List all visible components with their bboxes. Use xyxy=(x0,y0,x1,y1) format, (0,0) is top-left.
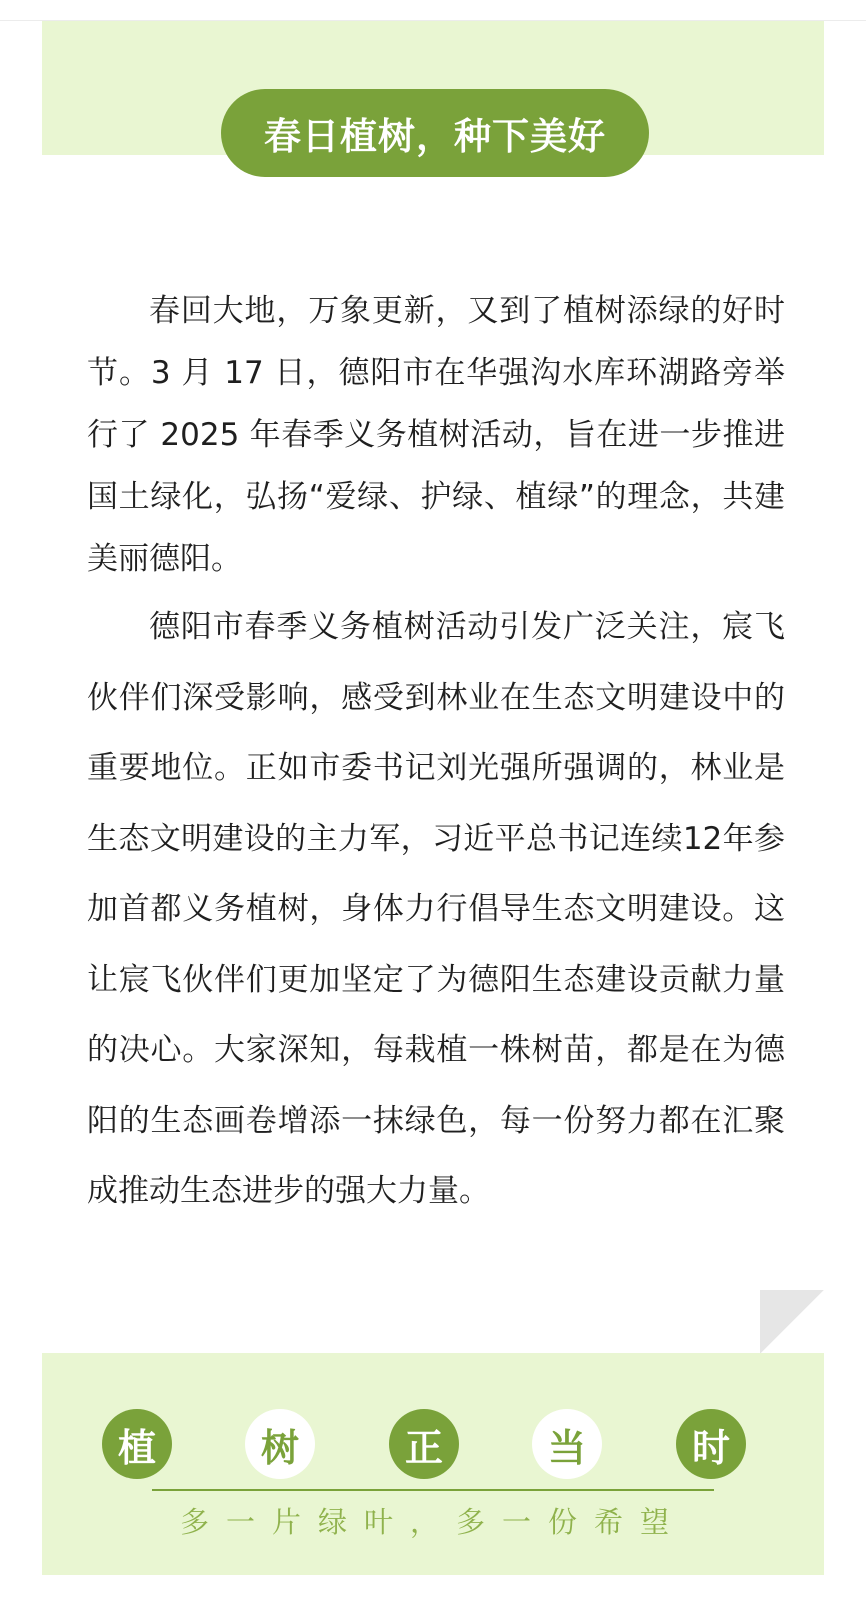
article-body xyxy=(87,280,785,1227)
footer-char-circle: 树 xyxy=(245,1409,315,1479)
footer-char-circle: 植 xyxy=(102,1409,172,1479)
paragraph: 德阳市春季义务植树活动引发广泛关注，宸飞伙伴们深受影响，感受到林业在生态文明建设中的重要地位。正如市委书记刘光强所强调的，林业是生态文明建设的主力军，习近平总书记连续12年参加首都义务植树，身体力行倡导生态文明建设。这让宸飞伙伴们更加坚定了为德阳生态建设贡献力量的决心。大家深知，每栽植一株树苗，都是在为德阳的生态画卷增添一抹绿色，每一份努力都在汇聚成推动生态进步的强大力量。 xyxy=(87,609,785,1209)
footer-char-circle: 正 xyxy=(389,1409,459,1479)
footer-divider xyxy=(152,1489,714,1491)
page-fold-decoration xyxy=(760,1290,824,1354)
footer-slogan: 多一片绿叶，多一份希望 xyxy=(179,1505,686,1539)
paragraph: 春回大地，万象更新，又到了植树添绿的好时节。3 月 17 日，德阳市在华强沟水库环湖路旁举行了 2025 年春季义务植树活动，旨在进一步推进国土绿化，弘扬“爱绿、护绿、植绿”的理念，共建美丽德阳。 xyxy=(87,293,785,577)
footer-char-circle: 时 xyxy=(676,1409,746,1479)
footer-char-circle: 当 xyxy=(532,1409,602,1479)
page-title: 春日植树，种下美好 xyxy=(221,89,649,177)
